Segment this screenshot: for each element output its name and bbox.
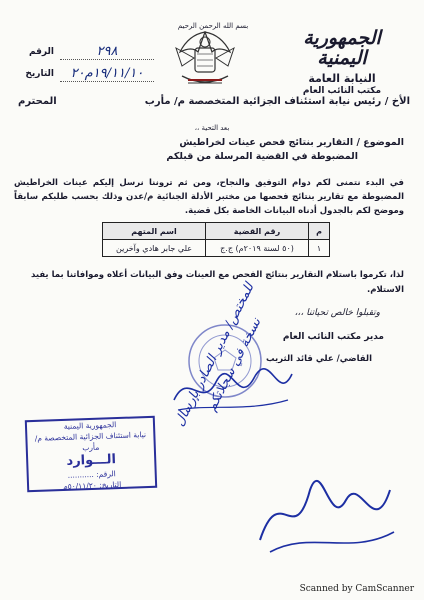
signature-official: القاضي/ علي قائد الثريب [266, 354, 372, 364]
subject-line-2: المضبوطة في القضية المرسلة من قبلكم [166, 151, 358, 162]
stamp-line-5: التاريخ: ٥٠/١١/٢٠م [62, 479, 122, 491]
addressee-line: الأخ / رئيس نيابة استئناف الجزائية المتخصصة م/ مأرب [144, 96, 410, 107]
scanner-watermark: Scanned by CamScanner [299, 584, 414, 594]
table-cell: علي جابر هادي وآخرين [103, 240, 206, 257]
bismillah: بسم الله الرحمن الرحيم [177, 22, 249, 30]
stamp-line-4: الرقم: ........... [67, 469, 116, 480]
handwritten-signature-icon [250, 460, 400, 560]
table-cell: ١ [309, 240, 330, 257]
number-row [14, 44, 154, 60]
eagle-emblem-icon [164, 18, 246, 96]
office-title: النيابة العامة [308, 72, 376, 85]
number-label: الرقم [28, 47, 54, 57]
letterhead [282, 28, 402, 96]
signature-office: مدير مكتب النائب العام [282, 332, 384, 342]
reference-block [14, 44, 154, 88]
table-header-row [103, 223, 330, 240]
republic-title: الجمهورية اليمنية [303, 27, 381, 69]
table-cell: (٥٠ لسنة ٢٠١٩م) ج.ج [206, 240, 309, 257]
subject [24, 136, 404, 164]
date-label: التاريخ [25, 69, 54, 79]
cases-table [102, 222, 330, 257]
greeting: بعد التحية ،، [194, 124, 230, 132]
subject-line-1: الموضوع / التقارير بنتائج فحص عينات لخراطيش [179, 137, 404, 148]
addressee-respect: المحترم [18, 96, 57, 107]
table-header: رقم القضية [206, 223, 309, 240]
handwritten-note: للمختص/ مدير الصادر بإرسال نسخة في سجلاتكم [172, 280, 265, 429]
sub-office-title: مكتب النائب العام [302, 86, 382, 96]
date-row [14, 66, 154, 82]
body-paragraph: في البدء نتمنى لكم دوام التوفيق والنجاح، ومن ثم تروننا نرسل إليكم عينات الخراطيش المضبوطة مع تقارير بنتائج فحصها من مختبر الأدلة الجنائية م/عدن وذلك بحسب طلبكم سابقاً وموضح لكم بالجدول أدناه البيانات الخاصة بكل قضية. [14, 178, 404, 216]
incoming-stamp [25, 416, 157, 492]
addressee [18, 96, 410, 107]
table-header: اسم المتهم [103, 223, 206, 240]
stamp-line-2: نيابة استئناف الجزائية المتخصصة م/مأرب [34, 430, 147, 453]
closing-paragraph: لذا، تكرموا باستلام التقارير بنتائج الفحص مع العينات وفق البيانات أعلاه وموافاتنا بما يفيد الاستلام. [30, 270, 404, 295]
stamp-line-1: الجمهورية اليمنية [63, 420, 117, 431]
table-header: م [309, 223, 330, 240]
date-value: ١٩/١١/١٠م٢٠ [60, 66, 154, 82]
regards: وتقبلوا خالص تحياتنا ،،، [294, 308, 380, 318]
stamp-line-3: الـــوارد [66, 452, 117, 469]
table-row [103, 240, 330, 257]
number-value: ٢٩٨ [60, 44, 154, 60]
